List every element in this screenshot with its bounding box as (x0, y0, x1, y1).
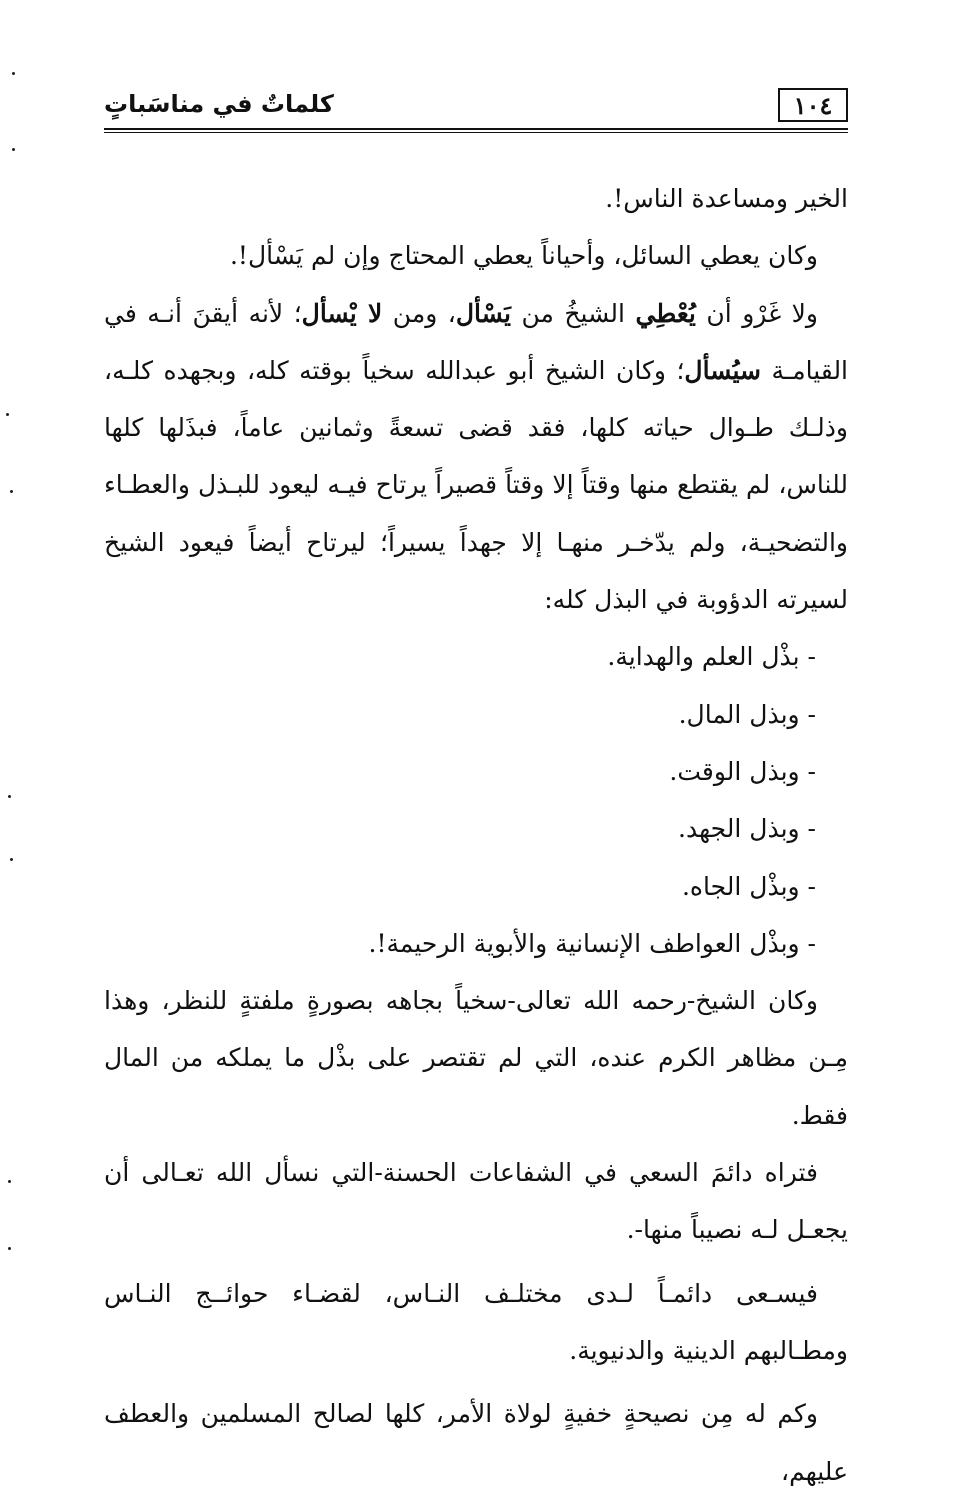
text-run: ، ومن (382, 298, 456, 328)
scan-speck (10, 490, 13, 493)
paragraph: وكان الشيخ-رحمه الله تعالى-سخياً بجاهه بصورةٍ ملفتةٍ للنظر، وهذا مِـن مظاهر الكرم عنده، التي لم تقتصر على بذْل ما يملكه من المال فقط. (104, 986, 848, 1130)
text-run: ولا غَرْو أن (695, 298, 819, 328)
book-title: كلماتٌ في مناسَباتٍ (104, 90, 334, 118)
scan-speck (8, 1247, 11, 1250)
scan-speck (12, 72, 15, 75)
list-item: - وبذل المال. (678, 699, 816, 729)
list-item: - بذْل العلم والهداية. (607, 642, 816, 672)
list-item: - وبذل الوقت. (669, 756, 816, 786)
paragraph: الخير ومساعدة الناس!. (605, 184, 848, 213)
text-run: ؛ وكان الشيخ أبو عبدالله سخياً بوقته كله، وبجهده كلـه، وذلـك طـوال حياته كلها، فقد قضى تسعةً وثمانين عاماً، فبذَلها كلها للناس، لم يقتطع منها وقتاً إلا وقتاً قصيراً يرتاح فيـه ليعود للبـذل والعطـاء والتضحيـة، ولم يدّخـر منهـا إلا جهداً يسيراً؛ ليرتاح أيضاً فيعود الشيخ لسيرته الدؤوبة في البذل كله: (104, 355, 848, 615)
giving-list (104, 628, 848, 972)
bold-text: سيُسأل (684, 355, 761, 385)
list-item: - وبذل الجهد. (678, 814, 816, 844)
paragraph: وكان يعطي السائل، وأحياناً يعطي المحتاج وإن لم يَسْأل!. (229, 241, 818, 271)
list-item: - وبذْل الجاه. (681, 871, 816, 901)
list-item: - وبذْل العواطف الإنسانية والأبوية الرحيمة!. (368, 928, 816, 958)
text-run: ؛ لأنه أيقنَ أنـه في القيامـة (104, 298, 849, 385)
page-body (104, 170, 848, 1500)
text-run: الشيخُ من (510, 298, 636, 328)
scan-speck (12, 148, 15, 151)
page-header (104, 88, 848, 128)
bold-text: يَسْأل (455, 298, 511, 328)
paragraph: وكم له مِن نصيحةٍ خفيةٍ لولاة الأمر، كلها لصالح المسلمين والعطف عليهم، (104, 1399, 848, 1486)
scan-speck (8, 795, 11, 798)
paragraph (104, 285, 848, 629)
paragraph: فيسـعى دائمـاً لـدى مختلـف النـاس، لقضـاء حوائــج النـاس ومطـالبهم الدينية والدنيوية. (104, 1278, 848, 1365)
header-rule (104, 128, 848, 133)
page-number: ١٠٤ (778, 88, 848, 122)
scan-speck (8, 1180, 11, 1183)
bold-text: لا يْسأل (301, 298, 383, 328)
scan-speck (6, 413, 9, 416)
paragraph: فتراه دائمَ السعي في الشفاعات الحسنة-التي نسأل الله تعـالى أن يجعـل لـه نصيباً منها-. (104, 1158, 848, 1245)
bold-text: يُعْطِي (635, 298, 696, 328)
scan-speck (10, 858, 13, 861)
